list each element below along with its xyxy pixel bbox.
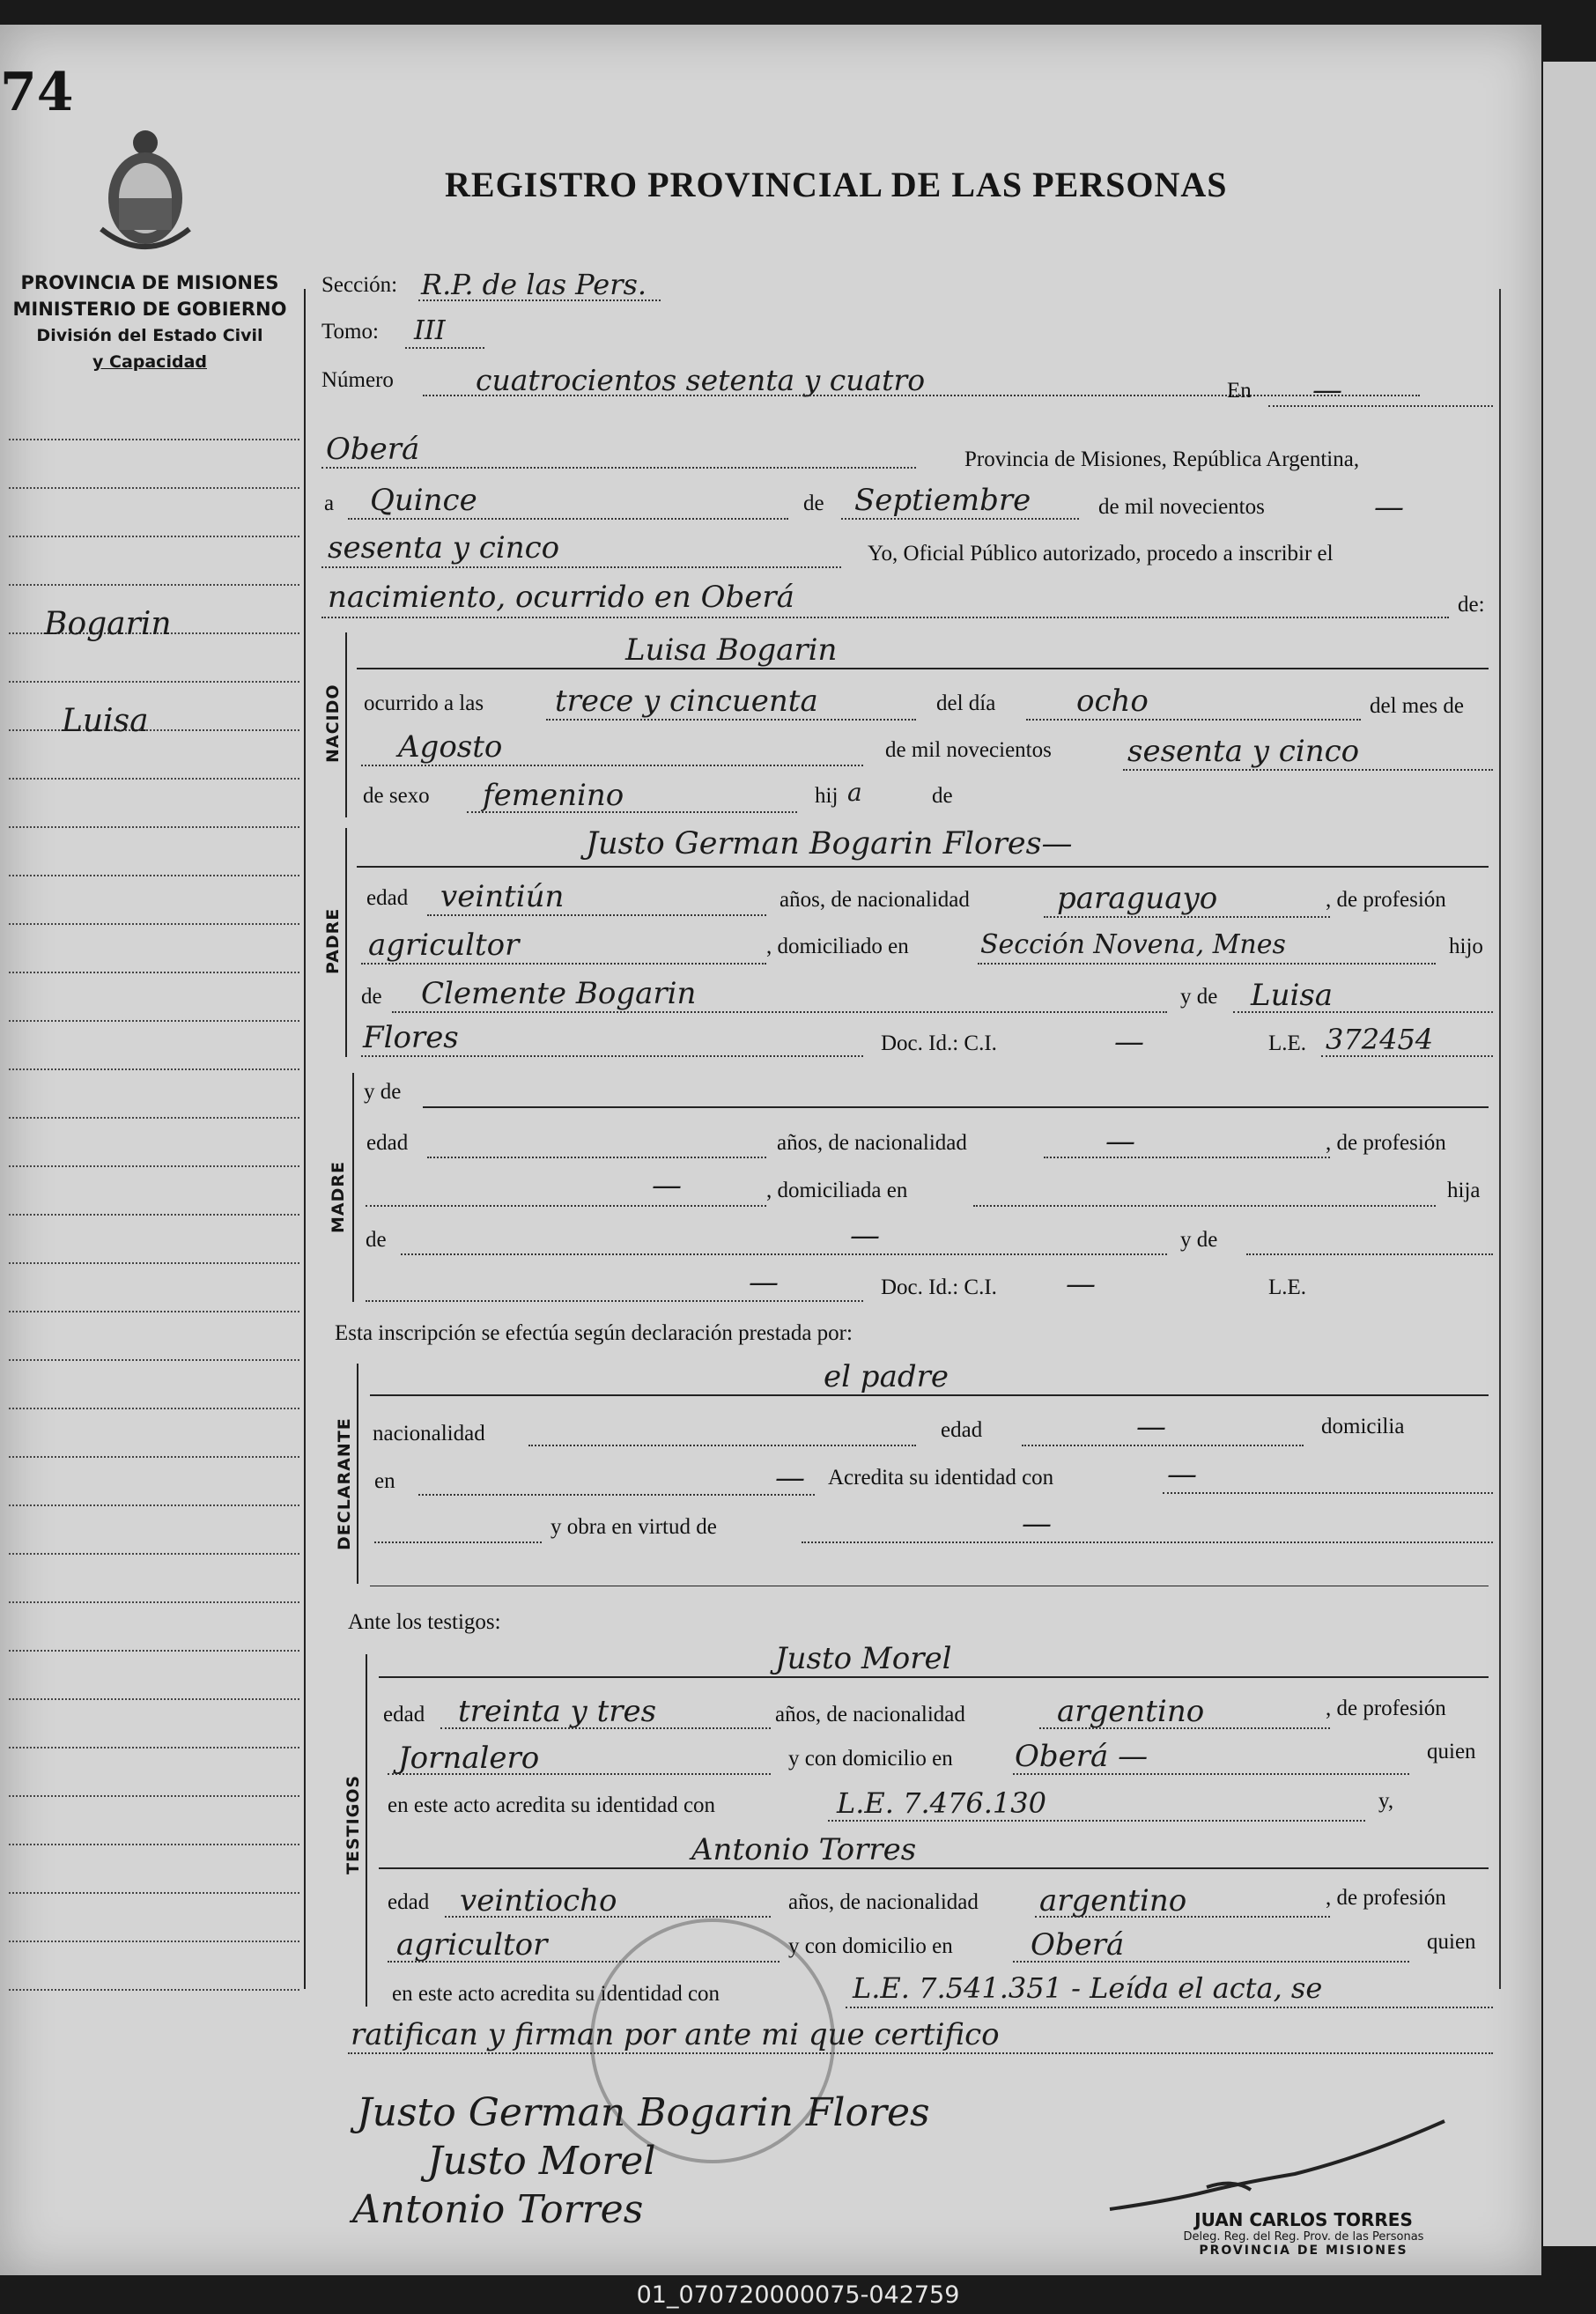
padre-name: Justo German Bogarin Flores— — [586, 826, 1073, 861]
padre-edad-label: edad — [366, 886, 409, 910]
padre-nac-label: años, de nacionalidad — [780, 888, 970, 912]
testigo1-nac-value: argentino — [1057, 1694, 1205, 1729]
dia-nac-value: ocho — [1076, 684, 1149, 719]
madre-doc-prefix: — — [749, 1265, 779, 1300]
de-label: de — [803, 492, 824, 515]
en-label: En — [1227, 379, 1252, 403]
padre-hijo-label: hijo — [1449, 935, 1483, 958]
dia-value: Quince — [370, 483, 477, 518]
padre-dom-value: Sección Novena, Mnes — [980, 929, 1286, 960]
stamp-name: JUAN CARLOS TORRES — [1194, 2209, 1413, 2230]
hora-value: trece y cincuenta — [555, 684, 818, 719]
testigo2-edad-value: veintiocho — [460, 1883, 617, 1918]
del-dia-label: del día — [936, 691, 996, 715]
testigo2-dom-label: y con domicilio en — [788, 1934, 953, 1958]
signature-witness-2: Antonio Torres — [352, 2187, 644, 2232]
declarante-dom-label: domicilia — [1321, 1415, 1405, 1438]
padre-prof-label: , de profesión — [1326, 888, 1446, 912]
declarante-edad-value: — — [1136, 1409, 1166, 1445]
madre-le-label: L.E. — [1268, 1275, 1307, 1299]
abuela-apellido: Flores — [363, 1020, 459, 1055]
issuer-line-2: MINISTERIO DE GOBIERNO — [12, 299, 287, 320]
signature-father: Justo German Bogarin Flores — [357, 2090, 930, 2135]
margin-note-name: Luisa — [62, 703, 149, 739]
padre-doc-label: Doc. Id.: C.I. — [881, 1031, 997, 1055]
madre-y-de-label: y de — [364, 1080, 402, 1104]
declarante-nombre: el padre — [824, 1359, 949, 1394]
madre-doc-ci: — — [1066, 1267, 1096, 1302]
issuer-line-1: PROVINCIA DE MISIONES — [20, 272, 279, 293]
testigo2-quien-label: quien — [1427, 1930, 1476, 1954]
padre-le-label: L.E. — [1268, 1031, 1307, 1055]
testigo2-prof-value: agricultor — [396, 1927, 548, 1963]
mes-nac-value: Agosto — [398, 729, 503, 765]
sexo-value: femenino — [483, 778, 624, 813]
testigo2-edad-label: edad — [388, 1890, 430, 1914]
madre-doc-label: Doc. Id.: C.I. — [881, 1275, 997, 1299]
abuela-value: Luisa — [1251, 978, 1334, 1013]
declarante-virtud-value: — — [1022, 1506, 1052, 1541]
declarante-acredita-label: Acredita su identidad con — [828, 1466, 1054, 1490]
testigo1-doc: L.E. 7.476.130 — [837, 1786, 1046, 1820]
mil-value: — — [1374, 490, 1404, 525]
testigo1-prof-label: , de profesión — [1326, 1697, 1446, 1720]
de-suffix: de: — [1458, 593, 1485, 617]
testigos-intro: Ante los testigos: — [348, 1610, 501, 1634]
lugar-value: Oberá — [326, 432, 420, 467]
madre-dom-value: — — [652, 1168, 682, 1203]
tomo-value: III — [414, 315, 446, 346]
sexo-label: de sexo — [363, 784, 430, 808]
madre-dom-label: , domiciliada en — [766, 1179, 908, 1202]
madre-hija-label: hija — [1447, 1179, 1481, 1202]
testigo1-acredita-label: en este acto acredita su identidad con — [388, 1793, 716, 1817]
coat-of-arms-emblem — [92, 123, 198, 255]
madre-de-label: de — [366, 1228, 387, 1252]
document-page — [0, 25, 1541, 2275]
testigo2-doc: L.E. 7.541.351 - Leída el acta, se — [853, 1971, 1323, 2005]
padre-section-label: PADRE — [323, 907, 343, 974]
madre-prof-label: , de profesión — [1326, 1131, 1446, 1155]
anio-nac-value: sesenta y cinco — [1127, 734, 1360, 769]
madre-section-label: MADRE — [329, 1161, 348, 1233]
testigo1-nombre: Justo Morel — [775, 1641, 952, 1676]
testigo1-dom-label: y con domicilio en — [788, 1747, 953, 1771]
testigo1-edad-label: edad — [383, 1703, 425, 1726]
testigos-section-label: TESTIGOS — [344, 1774, 363, 1874]
testigo2-dom-value: Oberá — [1031, 1927, 1125, 1963]
nacido-section-label: NACIDO — [323, 684, 343, 763]
adjacent-page-edge — [1543, 62, 1596, 2246]
madre-nac-label: años, de nacionalidad — [777, 1131, 967, 1155]
padre-dom-label: , domiciliado en — [766, 935, 909, 958]
lugar-suffix: Provincia de Misiones, República Argentina, — [964, 447, 1360, 471]
seccion-value: R.P. de las Pers. — [421, 268, 647, 301]
acto-value: nacimiento, ocurrido en Oberá — [328, 580, 794, 615]
padre-le-value: 372454 — [1326, 1023, 1434, 1056]
oficial-text: Yo, Oficial Público autorizado, procedo a inscribir el — [868, 542, 1334, 566]
declarante-section-label: DECLARANTE — [335, 1417, 354, 1550]
madre-bracket — [352, 1073, 354, 1302]
hij-value: a — [847, 778, 862, 807]
testigo2-acredita-label: en este acto acredita su identidad con — [392, 1982, 720, 2006]
declarante-en-label: en — [374, 1469, 395, 1493]
official-signature-scribble — [1101, 2086, 1453, 2227]
padre-y-de-label: y de — [1180, 985, 1218, 1009]
padre-edad-value: veintiún — [440, 879, 565, 914]
declarante-intro: Esta inscripción se efectúa según declaración prestada por: — [335, 1321, 853, 1345]
stamp-province: PROVINCIA DE MISIONES — [1199, 2244, 1408, 2258]
stamp-role: Deleg. Reg. del Reg. Prov. de las Personas — [1183, 2230, 1424, 2244]
padre-prof-value: agricultor — [368, 928, 520, 963]
padre-bracket — [345, 828, 347, 1057]
official-stamp — [1119, 2209, 1489, 2258]
en-value: — — [1312, 373, 1342, 408]
padre-de-label: de — [361, 985, 382, 1009]
testigo2-nac-value: argentino — [1039, 1883, 1187, 1918]
anio-value: sesenta y cinco — [328, 530, 560, 566]
nacido-bracket — [345, 632, 347, 817]
issuer-block — [0, 270, 299, 375]
hij-label: hij — [815, 784, 839, 808]
ocurrido-label: ocurrido a las — [364, 691, 484, 715]
madre-nac-value: — — [1105, 1124, 1135, 1159]
document-title: REGISTRO PROVINCIAL DE LAS PERSONAS — [445, 165, 1228, 204]
issuer-line-4: y Capacidad — [92, 352, 207, 372]
nacido-de-label: de — [932, 784, 953, 808]
testigo1-quien-label: quien — [1427, 1740, 1476, 1763]
testigo2-nombre: Antonio Torres — [691, 1832, 917, 1867]
tomo-label: Tomo: — [321, 320, 379, 344]
de-mil-label: de mil novecientos — [885, 738, 1052, 762]
declarante-edad-label: edad — [941, 1418, 983, 1442]
mil-label: de mil novecientos — [1098, 495, 1265, 519]
declarante-acredita-value: — — [1167, 1457, 1197, 1492]
image-identifier: 01_070720000075-042759 — [636, 2281, 960, 2309]
madre-de-value: — — [850, 1218, 880, 1253]
nacido-name: Luisa Bogarin — [625, 632, 838, 668]
a-label: a — [324, 492, 335, 515]
numero-label: Número — [321, 368, 394, 392]
issuer-line-3: División del Estado Civil — [36, 326, 263, 345]
abuelo-value: Clemente Bogarin — [421, 976, 697, 1011]
testigo2-nac-label: años, de nacionalidad — [788, 1890, 979, 1914]
signature-witness-1: Justo Morel — [427, 2139, 656, 2184]
testigo1-nac-label: años, de nacionalidad — [775, 1703, 965, 1726]
madre-y-de2-label: y de — [1180, 1228, 1218, 1252]
testigo1-edad-value: treinta y tres — [458, 1694, 657, 1729]
declarante-virtud-label: y obra en virtud de — [550, 1515, 717, 1539]
padre-nac-value: paraguayo — [1057, 881, 1218, 916]
page-number: 74 — [0, 62, 74, 123]
margin-note-surname: Bogarin — [44, 606, 172, 642]
testigo1-dom-value: Oberá — — [1015, 1739, 1149, 1774]
del-mes-label: del mes de — [1370, 694, 1464, 718]
padre-doc-ci: — — [1114, 1024, 1144, 1060]
acta-cierre: ratifican y firman por ante mi que certifico — [351, 2017, 1000, 2052]
numero-value: cuatrocientos setenta y cuatro — [476, 363, 926, 397]
declarante-nac-label: nacionalidad — [373, 1422, 485, 1445]
declarante-en-value: — — [775, 1460, 805, 1496]
form-right-border — [1499, 289, 1501, 1989]
form-left-border — [304, 289, 306, 1989]
madre-edad-label: edad — [366, 1131, 409, 1155]
testigos-bracket — [366, 1654, 367, 2007]
testigo1-prof-value: Jornalero — [398, 1741, 540, 1776]
testigo2-prof-label: , de profesión — [1326, 1886, 1446, 1910]
declarante-bracket — [357, 1364, 358, 1584]
seccion-label: Sección: — [321, 273, 398, 297]
testigo-y-label: y, — [1378, 1789, 1394, 1813]
mes-value: Septiembre — [854, 483, 1031, 518]
